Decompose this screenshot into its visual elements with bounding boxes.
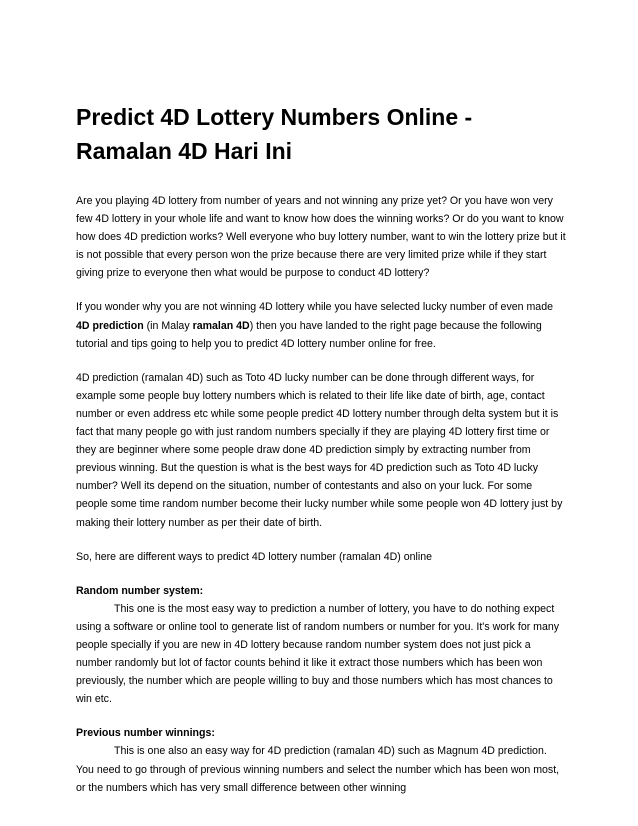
paragraph-text: If you wonder why you are not winning 4D lottery while you have selected lucky number of even made bbox=[76, 301, 553, 314]
section-body-random-number: This one is the most easy way to prediction a number of lottery, you have to do nothing expect using a software or online tool to generate list of random numbers or number for you. It's work for many people specially if you are new in 4D lottery because random number system does not just pick a number randomly but lot of factor counts behind it like it extract those numbers which has been won previously, the number which are people willing to buy and those numbers which has most chances to win etc. bbox=[76, 602, 560, 706]
section-heading-random-number: Random number system: bbox=[76, 584, 204, 597]
section-heading-previous-winnings: Previous number winnings: bbox=[76, 727, 215, 740]
paragraph-text: (in Malay bbox=[143, 319, 193, 332]
section-body-previous-winnings: This is one also an easy way for 4D prediction (ramalan 4D) such as Magnum 4D prediction. You need to go through of previous winning numbers and select the number which has been won most, or the numbers which has very small difference between other winning bbox=[76, 745, 560, 794]
bold-term-ramalan-4d: ramalan 4D bbox=[192, 319, 250, 332]
document-content bbox=[76, 100, 566, 813]
paragraph-different-ways: So, here are different ways to predict 4D lottery number (ramalan 4D) online bbox=[76, 550, 433, 563]
paragraph-prediction-ways: 4D prediction (ramalan 4D) such as Toto 4D lucky number can be done through different ways, for example some people buy lottery numbers which is related to their life like date of birth, age, contact number or even address etc while some people predict 4D lottery number through delta system but it is fact that many people go with just random numbers specially if they are playing 4D lottery first time or they are beginner where some people draw done 4D prediction simply by extracting number from previous winning. But the question is what is the best ways for 4D prediction such as Toto 4D lucky number? Well its depend on the situation, number of contestants and also on your luck. For some people some time random number become their lucky number while some people won 4D lottery just by making their lottery number as per their date of birth. bbox=[76, 371, 563, 529]
bold-term-4d-prediction: 4D prediction bbox=[76, 319, 144, 332]
paragraph-why-not-winning bbox=[76, 298, 566, 352]
paragraph-text: ) then you have landed to the right page because the following tutorial and tips going to help you to predict 4D lottery number online for free. bbox=[76, 319, 542, 350]
intro-paragraph: Are you playing 4D lottery from number of years and not winning any prize yet? Or you have won very few 4D lottery in your whole life and want to know how does the winning works? Or do you want to know how does 4D prediction works? Well everyone who buy lottery number, want to win the lottery prize but it is not possible that every person won the prize because there are very limited prize while if they start giving prize to everyone then what would be purpose to conduct 4D lottery? bbox=[76, 195, 566, 280]
page-title: Predict 4D Lottery Numbers Online - Ramalan 4D Hari Ini bbox=[76, 104, 473, 164]
